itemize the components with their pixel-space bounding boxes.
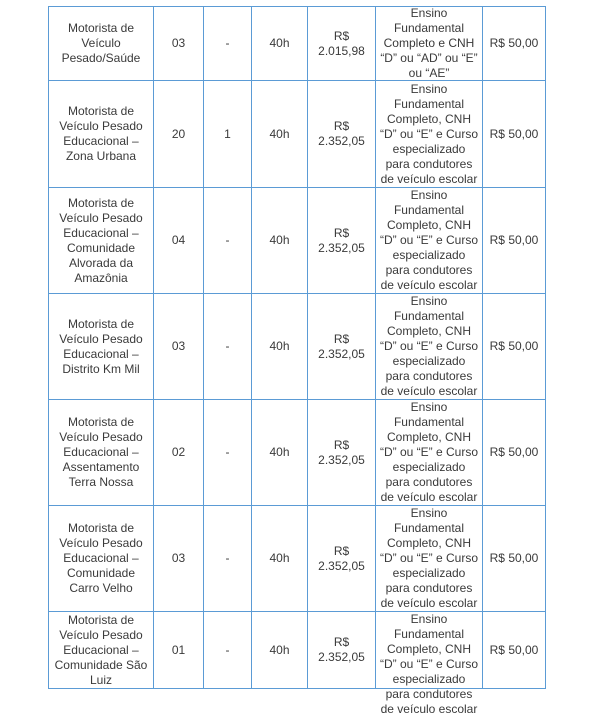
pcd-cell: 1	[224, 126, 231, 141]
cargo-cell: Motorista de Veículo Pesado Educacional – Comunidade Alvorada da Amazônia	[59, 195, 143, 285]
salario-cell: R$ 2.352,05	[318, 437, 365, 467]
table-row	[49, 506, 546, 612]
taxa-cell: R$ 50,00	[489, 642, 539, 657]
pcd-cell: -	[225, 551, 230, 565]
taxa-cell: R$ 50,00	[489, 126, 539, 141]
cargo-cell: Motorista de Veículo Pesado Educacional – Distrito Km Mil	[59, 316, 143, 376]
salario-cell: R$ 2.352,05	[318, 543, 365, 573]
cargo-cell: Motorista de Veículo Pesado/Saúde	[61, 21, 141, 65]
salario-cell: R$ 2.352,05	[318, 119, 365, 148]
taxa-cell: R$ 50,00	[489, 36, 539, 50]
salario-cell: R$ 2.352,05	[318, 225, 365, 255]
table-row	[49, 294, 546, 400]
carga-horaria-cell: 40h	[269, 551, 290, 565]
vagas-cell: 01	[171, 642, 186, 657]
table-row	[49, 7, 546, 81]
cargo-cell: Motorista de Veículo Pesado Educacional – Assentamento Terra Nossa	[59, 415, 143, 489]
pcd-cell: -	[225, 339, 230, 353]
requisito-cell: Ensino Fundamental Completo, CNH “D” ou “E” e Curso especializado para condutores de veículo escolar	[379, 81, 479, 186]
cargo-cell: Motorista de Veículo Pesado Educacional – Comunidade Carro Velho	[59, 521, 143, 595]
carga-horaria-cell: 40h	[269, 233, 290, 247]
taxa-cell: R$ 50,00	[489, 445, 539, 459]
table-row	[49, 400, 546, 506]
pcd-cell: -	[225, 445, 230, 459]
pcd-cell: -	[225, 36, 230, 50]
salario-cell: R$ 2.015,98	[318, 28, 365, 58]
requisito-cell: Ensino Fundamental Completo, CNH “D” ou “E” e Curso especializado para condutores de veículo escolar	[379, 612, 479, 716]
salario-cell: R$ 2.352,05	[318, 635, 365, 664]
carga-horaria-cell: 40h	[269, 339, 290, 353]
vagas-cell: 03	[171, 551, 186, 565]
vagas-cell: 04	[171, 233, 186, 247]
vagas-cell: 20	[171, 126, 186, 141]
salario-cell: R$ 2.352,05	[318, 331, 365, 361]
vagas-cell: 03	[171, 36, 186, 50]
carga-horaria-cell: 40h	[269, 126, 290, 141]
carga-horaria-cell: 40h	[269, 36, 290, 50]
taxa-cell: R$ 50,00	[489, 233, 539, 247]
requisito-cell: Ensino Fundamental Completo, CNH “D” ou “E” e Curso especializado para condutores de veículo escolar	[379, 188, 479, 292]
cargo-cell: Motorista de Veículo Pesado Educacional – Zona Urbana	[59, 104, 143, 163]
requisito-cell: Ensino Fundamental Completo e CNH “D” ou “AD” ou “E” ou “AE”	[380, 6, 478, 80]
taxa-cell: R$ 50,00	[489, 551, 539, 565]
vagas-cell: 03	[171, 339, 186, 353]
table-row	[49, 612, 546, 689]
pcd-cell: -	[225, 233, 230, 247]
table-row	[49, 188, 546, 294]
requisito-cell: Ensino Fundamental Completo, CNH “D” ou “E” e Curso especializado para condutores de veículo escolar	[379, 506, 479, 610]
taxa-cell: R$ 50,00	[489, 339, 539, 353]
requisito-cell: Ensino Fundamental Completo, CNH “D” ou “E” e Curso especializado para condutores de veículo escolar	[379, 400, 479, 504]
carga-horaria-cell: 40h	[269, 445, 290, 459]
vagas-cell: 02	[171, 445, 186, 459]
table-row	[49, 81, 546, 188]
carga-horaria-cell: 40h	[269, 642, 290, 657]
vacancies-table	[48, 6, 546, 716]
pcd-cell: -	[225, 642, 230, 657]
cargo-cell: Motorista de Veículo Pesado Educacional – Comunidade São Luiz	[54, 612, 148, 687]
requisito-cell: Ensino Fundamental Completo, CNH “D” ou “E” e Curso especializado para condutores de veículo escolar	[379, 294, 479, 398]
